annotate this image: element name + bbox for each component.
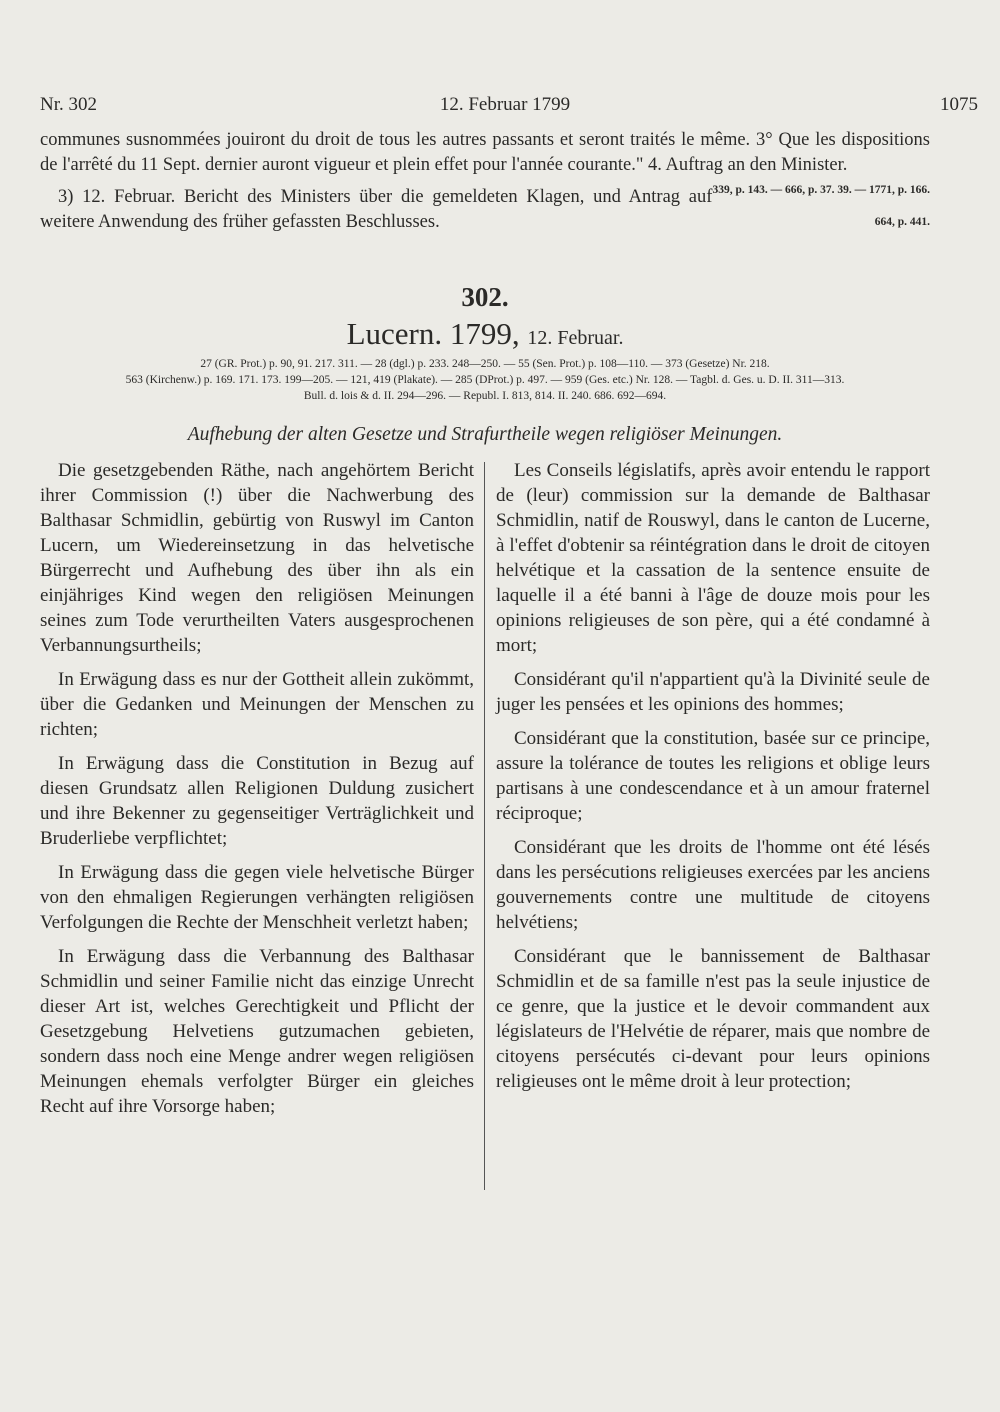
intro-paragraph: 3) 12. Februar. Bericht des Ministers über die gemeldeten Klagen, und Antrag auf weitere Anwendung des früher gefassten Beschlusses. 664, p. 441.: [40, 185, 930, 235]
german-column: [40, 458, 474, 1128]
german-paragraph: In Erwägung dass die Constitution in Bezug auf diesen Grundsatz allen Religionen Duldung zusichert und ihre Bekenner zu gegenseitiger Verträglichkeit und Bruderliebe verpflichtet;: [40, 753, 474, 849]
french-column: [496, 458, 930, 1103]
french-paragraph: Les Conseils législatifs, après avoir entendu le rapport de (leur) commission sur la demande de Balthasar Schmidlin, natif de Rouswyl, dans le canton de Lucerne, à l'effet d'obtenir sa réintégration dans le droit de citoyen helvétique et la cassation de la sentence ensuite de laquelle il a été banni à l'âge de douze mois pour les opinions religieuses de son père, qui a été condamné à mort;: [496, 460, 930, 656]
german-paragraph: Die gesetzgebenden Räthe, nach angehörtem Bericht ihrer Commission (!) über die Nachwerbung des Balthasar Schmidlin, gebürtig von Ruswyl im Canton Lucern, um Wiedereinsetzung in das helvetische Bürgerrecht und Aufhebung des über ihn als ein einjähriges Kind wegen den religiösen Meinungen seines zum Tode verurtheilten Vaters ausgesprochenen Verbannungsurtheils;: [40, 460, 474, 656]
subject-heading: Aufhebung der alten Gesetze und Strafurtheile wegen religiöser Meinungen.: [187, 424, 783, 445]
header-date: 12. Februar 1799: [439, 94, 571, 115]
french-paragraph: Considérant que le bannissement de Balthasar Schmidlin et de sa famille n'est pas la seule injustice de ce genre, que la justice et le devoir commandent aux législateurs de l'Helvétie de réparer, mais que nombre de citoyens persécutés ci-devant pour leurs opinions religieuses ont le même droit à leur protection;: [496, 946, 930, 1092]
source-line: 563 (Kirchenw.) p. 169. 171. 173. 199—205. — 121, 419 (Plakate). — 285 (DProt.) p. 497. — 959 (Ges. etc.) Nr. 128. — Tagbl. d. Ges. u. D. II. 311—313.: [125, 374, 845, 386]
entry-title: [0, 316, 970, 352]
source-line: 27 (GR. Prot.) p. 90, 91. 217. 311. — 28 (dgl.) p. 233. 248—250. — 55 (Sen. Prot.) p. 108—110. — 373 (Gesetze) Nr. 218.: [200, 358, 770, 370]
german-paragraph: In Erwägung dass es nur der Gottheit allein zukömmt, über die Gedanken und Meinungen der Menschen zu richten;: [40, 669, 474, 740]
source-line: Bull. d. lois & d. II. 294—296. — Republ. I. 813, 814. II. 240. 686. 692—694.: [303, 390, 667, 402]
page-number: 1075: [940, 94, 978, 115]
german-paragraph: In Erwägung dass die gegen viele helvetische Bürger von den ehmaligen Regierungen verhängten religiösen Verfolgungen die Rechte der Menschheit verletzt haben;: [40, 862, 474, 933]
reference-note: 664, p. 441.: [874, 216, 930, 228]
document-number: Nr. 302: [40, 94, 97, 115]
french-paragraph: Considérant que les droits de l'homme ont été lésés dans les persécutions religieuses exercées par les anciens gouvernements contre une multitude de citoyens helvétiens;: [496, 837, 930, 933]
source-references: [40, 356, 930, 404]
entry-number: 302.: [461, 282, 509, 312]
german-paragraph: In Erwägung dass die Verbannung des Balthasar Schmidlin und seiner Familie nicht das einzige Unrecht dieser Art ist, welches Gerechtigkeit und Pflicht der Gesetzgebung Helvetiens gutzumachen gebieten, sondern dass noch eine Menge andrer wegen religiösen Meinungen ehemals verfolgter Bürger ein gleiches Recht auf ihre Vorsorge haben;: [40, 946, 474, 1117]
reference-note: 339, p. 143. — 666, p. 37. 39. — 1771, p. 166.: [712, 184, 930, 196]
french-paragraph: Considérant qu'il n'appartient qu'à la Divinité seule de juger les pensées et les opinions des hommes;: [496, 669, 930, 715]
column-divider: [484, 462, 485, 1190]
intro-paragraph: communes susnommées jouiront du droit de tous les autres passants et seront traités le même. 3° Que les dispositions de l'arrêté du 11 Sept. dernier auront vigueur et plein effet pour l'année courante." 4. Auftrag an den Minister. 339, p. 143. — 666, p. 37. 39. — 1771, p. 166.: [40, 128, 930, 178]
entry-date: 12. Februar.: [527, 327, 624, 349]
intro-text: [40, 128, 930, 235]
entry-place: Lucern. 1799,: [346, 316, 520, 351]
french-paragraph: Considérant que la constitution, basée sur ce principe, assure la tolérance de toutes les religions et oblige leurs partisans à une condescendance et à un amour fraternel réciproque;: [496, 728, 930, 824]
